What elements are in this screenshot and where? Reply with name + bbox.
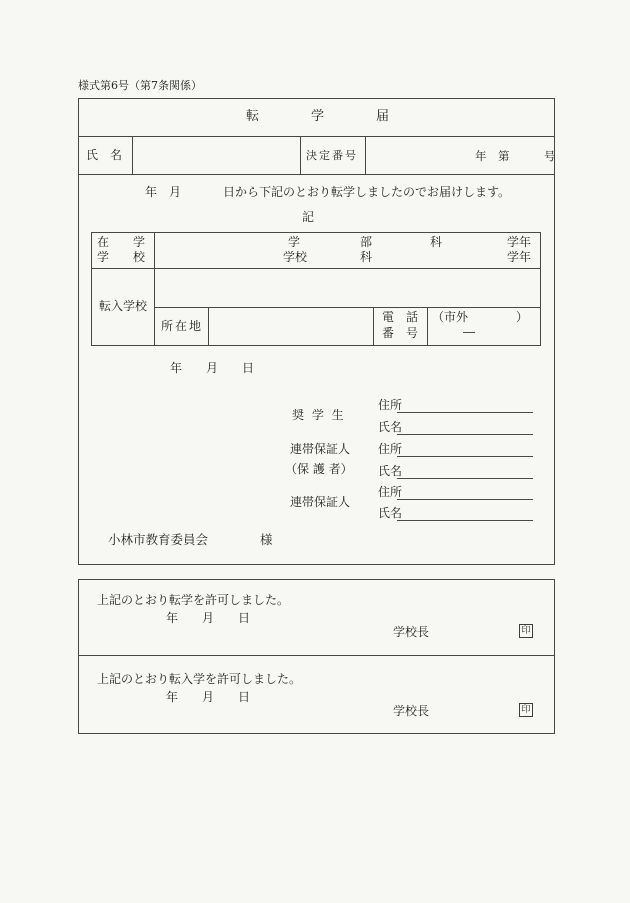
phone-area-open: （市外 (432, 310, 469, 324)
form-title: 転 学 届 (246, 109, 390, 124)
scholar-label: 奨 学 生 (292, 408, 346, 422)
scholar-name-line (397, 434, 533, 435)
notification-date-line: 年 月 日 (170, 361, 255, 375)
rule-table-col1 (154, 232, 155, 346)
scholar-address-line (397, 412, 533, 413)
approval2-seal-mark: 印 (519, 703, 533, 717)
decision-number-value: 年 第 号 (475, 149, 556, 163)
phone-label-line2: 番 号 (382, 326, 419, 340)
rule-phone-right (427, 307, 428, 346)
rule-location-right (208, 307, 209, 346)
phone-dash: ― (463, 325, 475, 339)
hdr2-ka: 科 (360, 250, 373, 264)
transfer-school-label: 転入学校 (99, 299, 148, 313)
rule-phone-left (373, 307, 374, 346)
enrolled-school-label-line2: 学 校 (97, 250, 146, 264)
guarantor1-address-label: 住所 (378, 442, 403, 456)
guarantor2-name-line (397, 520, 533, 521)
hdr-bu: 部 (360, 235, 373, 249)
guarantor2-name-label: 氏名 (378, 506, 403, 520)
hdr2-gakko: 学校 (283, 250, 308, 264)
rule-table-subrow (154, 307, 541, 308)
hdr-ka: 科 (430, 235, 443, 249)
rule-name-row-bottom (78, 174, 555, 175)
rule-approval-divider (78, 655, 555, 656)
approval1-seal-mark: 印 (519, 624, 533, 638)
statement-text: 日から下記のとおり転学しましたのでお届けします。 (223, 185, 511, 199)
rule-name-cell (132, 136, 133, 174)
scholar-address-label: 住所 (378, 398, 403, 412)
guarantor1-name-label: 氏名 (378, 464, 403, 478)
enrolled-school-label-line1: 在 学 (97, 235, 146, 249)
rule-decision-left (300, 136, 301, 174)
hdr2-gakunen: 学年 (507, 250, 532, 264)
phone-area-close: ） (516, 310, 529, 324)
location-label: 所在地 (161, 319, 204, 333)
statement-date-blanks: 年 月 (145, 185, 182, 199)
hdr-gaku: 学 (288, 235, 301, 249)
hdr-gakunen: 学年 (507, 235, 532, 249)
approval2-date-line: 年 月 日 (166, 690, 251, 704)
guarantor2-label: 連帯保証人 (290, 495, 351, 509)
name-label: 氏 名 (86, 148, 123, 162)
form-number-label: 様式第6号（第7条関係） (78, 79, 202, 92)
approval1-principal-label: 学校長 (393, 625, 430, 639)
addressee-honorific: 様 (260, 532, 273, 547)
scholar-name-label: 氏名 (378, 420, 403, 434)
phone-label-line1: 電 話 (382, 310, 419, 324)
ki-heading: 記 (302, 210, 315, 224)
approval1-statement: 上記のとおり転学を許可しました。 (97, 593, 290, 607)
rule-table-row1 (91, 268, 541, 269)
guarantor1-address-line (397, 456, 533, 457)
guarantor1-label-line2: （保 護 者） (285, 462, 353, 476)
approval2-principal-label: 学校長 (393, 704, 430, 718)
addressee: 小林市教育委員会 (108, 532, 209, 547)
rule-decision-right (365, 136, 366, 174)
guarantor2-address-line (397, 499, 533, 500)
guarantor1-name-line (397, 478, 533, 479)
rule-title-bottom (78, 136, 555, 137)
guarantor2-address-label: 住所 (378, 485, 403, 499)
approval1-date-line: 年 月 日 (166, 611, 251, 625)
decision-number-label: 決定番号 (306, 149, 358, 162)
approval2-statement: 上記のとおり転入学を許可しました。 (97, 672, 302, 686)
guarantor1-label-line1: 連帯保証人 (290, 442, 351, 456)
